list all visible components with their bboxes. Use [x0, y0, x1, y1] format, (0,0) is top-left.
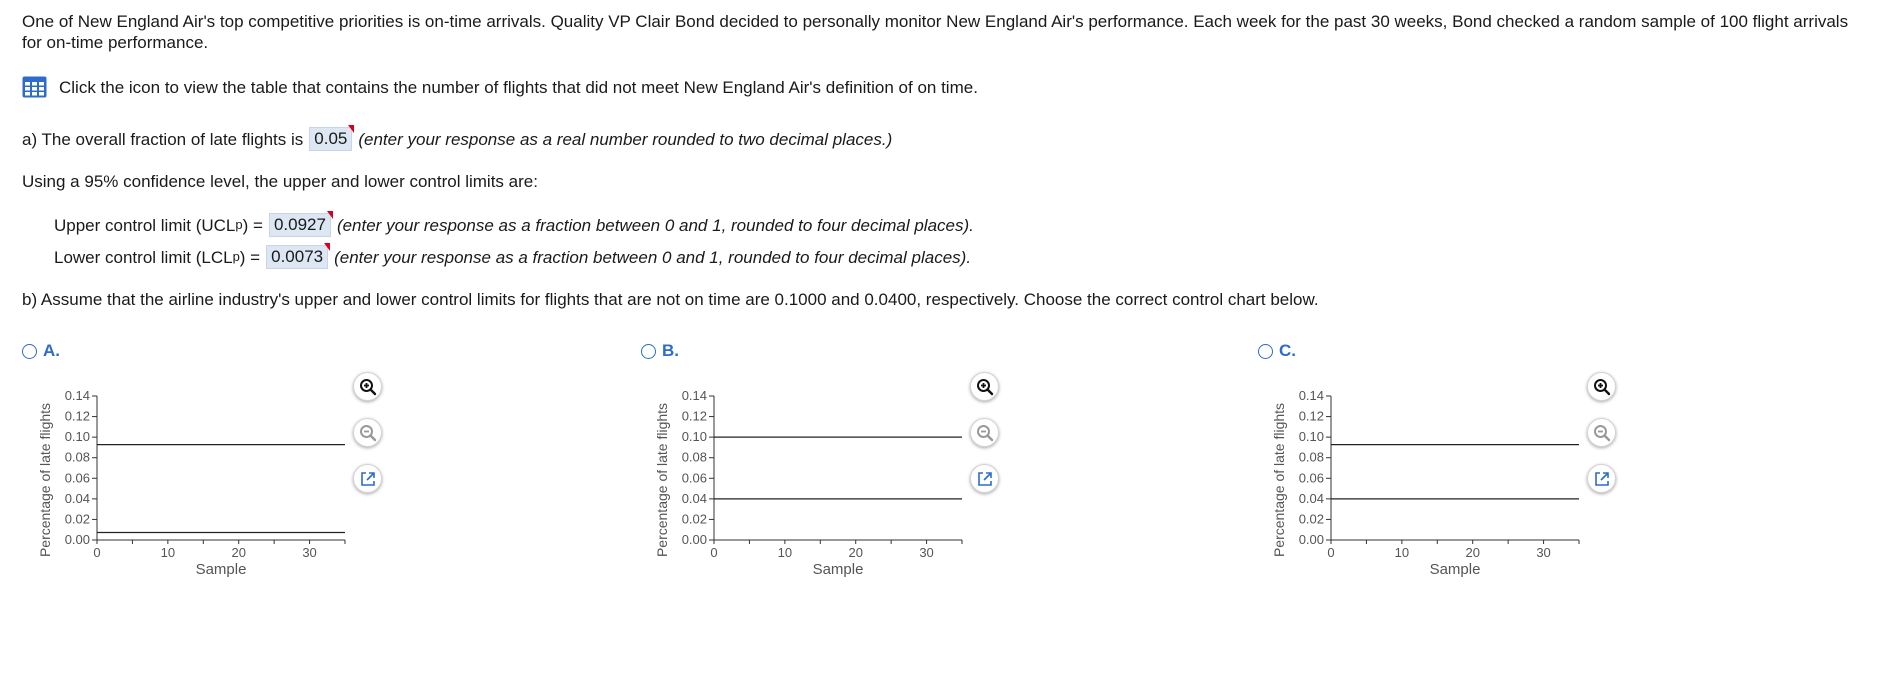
lcl-hint: (enter your response as a fraction between 0 and 1, rounded to four decimal places). [334, 247, 972, 267]
chart-b [647, 368, 967, 593]
zoom-in-button-b[interactable] [970, 372, 999, 401]
x-tick-label: 20 [1465, 545, 1480, 560]
flag-icon [327, 211, 333, 219]
y-tick-label: 0.12 [64, 408, 90, 424]
x-tick-label: 30 [1536, 545, 1551, 560]
y-tick-label: 0.00 [681, 532, 707, 547]
y-tick-label: 0.04 [1298, 490, 1324, 506]
x-axis-label: Sample [195, 561, 247, 578]
lcl-value: 0.0073 [271, 247, 324, 266]
popout-icon [360, 471, 376, 487]
zoom-in-icon [976, 378, 994, 396]
intro-text: One of New England Air's top competitive priorities is on-time arrivals. Quality VP Clair Bond decided to personally monitor New England Air's performance. Each week for the past 30 weeks, Bond checked a random sample of 100 flight arrivals for on-time performance. [22, 12, 1849, 52]
y-tick-label: 0.08 [681, 449, 707, 465]
y-tick-label: 0.12 [681, 408, 707, 424]
zoom-out-button-a[interactable] [353, 418, 382, 447]
control-chart-c [1264, 368, 1584, 588]
y-tick-label: 0.00 [64, 532, 90, 547]
zoom-in-icon [1593, 378, 1611, 396]
control-chart-b [647, 368, 967, 588]
late-fraction-value: 0.05 [314, 129, 348, 148]
popout-icon [1594, 471, 1610, 487]
zoom-out-icon [976, 424, 994, 442]
y-tick-label: 0.14 [1298, 388, 1324, 403]
chart-a [30, 368, 350, 593]
late-fraction-answer[interactable] [309, 127, 352, 151]
y-tick-label: 0.02 [681, 511, 707, 527]
popout-button-b[interactable] [970, 464, 999, 493]
lcl-answer[interactable] [266, 245, 328, 269]
ucl-suffix: ) = [242, 215, 263, 235]
popout-button-c[interactable] [1587, 464, 1616, 493]
y-tick-label: 0.06 [1298, 470, 1324, 486]
x-tick-label: 0 [1327, 545, 1335, 560]
x-tick-label: 10 [1394, 545, 1410, 560]
zoom-out-icon [359, 424, 377, 442]
y-tick-label: 0.08 [64, 449, 90, 465]
zoom-in-button-a[interactable] [353, 372, 382, 401]
zoom-in-button-c[interactable] [1587, 372, 1616, 401]
lcl-row: Lower control limit (LCL p ) = 0.0073 (enter your response as a fraction between 0 and 1, rounded to four decimal places). [54, 245, 971, 269]
part-a-prefix: a) The overall fraction of late flights is [22, 129, 304, 149]
y-tick-label: 0.14 [64, 388, 90, 403]
y-tick-label: 0.02 [64, 511, 90, 527]
lcl-suffix: ) = [239, 247, 261, 267]
y-axis-label: Percentage of late flights [654, 402, 670, 558]
zoom-out-icon [1593, 424, 1611, 442]
confidence-text: Using a 95% confidence level, the upper and lower control limits are: [22, 172, 538, 191]
x-tick-label: 20 [848, 545, 863, 560]
y-tick-label: 0.00 [1298, 532, 1324, 547]
lcl-label: Lower control limit (LCL [54, 247, 233, 267]
y-tick-label: 0.08 [1298, 449, 1324, 465]
option-a[interactable] [22, 341, 60, 361]
table-link-row [22, 76, 978, 98]
radio-button[interactable] [641, 344, 656, 359]
popout-button-a[interactable] [353, 464, 382, 493]
y-tick-label: 0.12 [1298, 408, 1324, 424]
popout-icon [977, 471, 993, 487]
y-tick-label: 0.10 [681, 429, 707, 445]
zoom-in-icon [359, 378, 377, 396]
y-axis-label: Percentage of late flights [1271, 402, 1287, 558]
x-tick-label: 30 [919, 545, 934, 560]
control-chart-a [30, 368, 350, 588]
y-tick-label: 0.10 [1298, 429, 1324, 445]
option-c[interactable] [1258, 341, 1296, 361]
x-tick-label: 0 [710, 545, 718, 560]
x-tick-label: 10 [160, 545, 176, 560]
option-b[interactable] [641, 341, 679, 361]
y-tick-label: 0.10 [64, 429, 90, 445]
y-axis-label: Percentage of late flights [37, 402, 53, 558]
y-tick-label: 0.06 [681, 470, 707, 486]
flag-icon [324, 243, 330, 251]
x-axis-label: Sample [1429, 561, 1481, 578]
x-tick-label: 10 [777, 545, 793, 560]
part-a-hint: (enter your response as a real number rounded to two decimal places.) [358, 129, 893, 149]
ucl-hint: (enter your response as a fraction between 0 and 1, rounded to four decimal places). [336, 215, 974, 235]
y-tick-label: 0.04 [681, 490, 707, 506]
y-tick-label: 0.02 [1298, 511, 1324, 527]
x-tick-label: 0 [93, 545, 101, 560]
x-axis-label: Sample [812, 561, 864, 578]
ucl-value: 0.0927 [273, 215, 326, 234]
x-tick-label: 30 [302, 545, 317, 560]
ucl-row: Upper control limit (UCL p ) = 0.0927 (enter your response as a fraction between 0 and 1, rounded to four decimal places). [54, 213, 974, 237]
part-a [22, 127, 892, 151]
radio-button[interactable] [1258, 344, 1273, 359]
flag-icon [348, 125, 354, 133]
option-b-label: B. [662, 341, 679, 360]
table-icon[interactable] [22, 76, 47, 98]
y-tick-label: 0.04 [64, 490, 90, 506]
chart-c [1264, 368, 1584, 593]
option-a-label: A. [43, 341, 60, 360]
table-link-text: Click the icon to view the table that contains the number of flights that did not meet New England Air's definition of on time. [59, 77, 978, 97]
x-tick-label: 20 [231, 545, 246, 560]
part-b-text: b) Assume that the airline industry's upper and lower control limits for flights that are not on time are 0.1000 and 0.0400, respectively. Choose the correct control chart below. [22, 290, 1319, 309]
zoom-out-button-c[interactable] [1587, 418, 1616, 447]
radio-button[interactable] [22, 344, 37, 359]
ucl-label: Upper control limit (UCL [54, 215, 236, 235]
y-tick-label: 0.14 [681, 388, 707, 403]
ucl-answer[interactable] [269, 213, 331, 237]
zoom-out-button-b[interactable] [970, 418, 999, 447]
option-c-label: C. [1279, 341, 1296, 360]
y-tick-label: 0.06 [64, 470, 90, 486]
